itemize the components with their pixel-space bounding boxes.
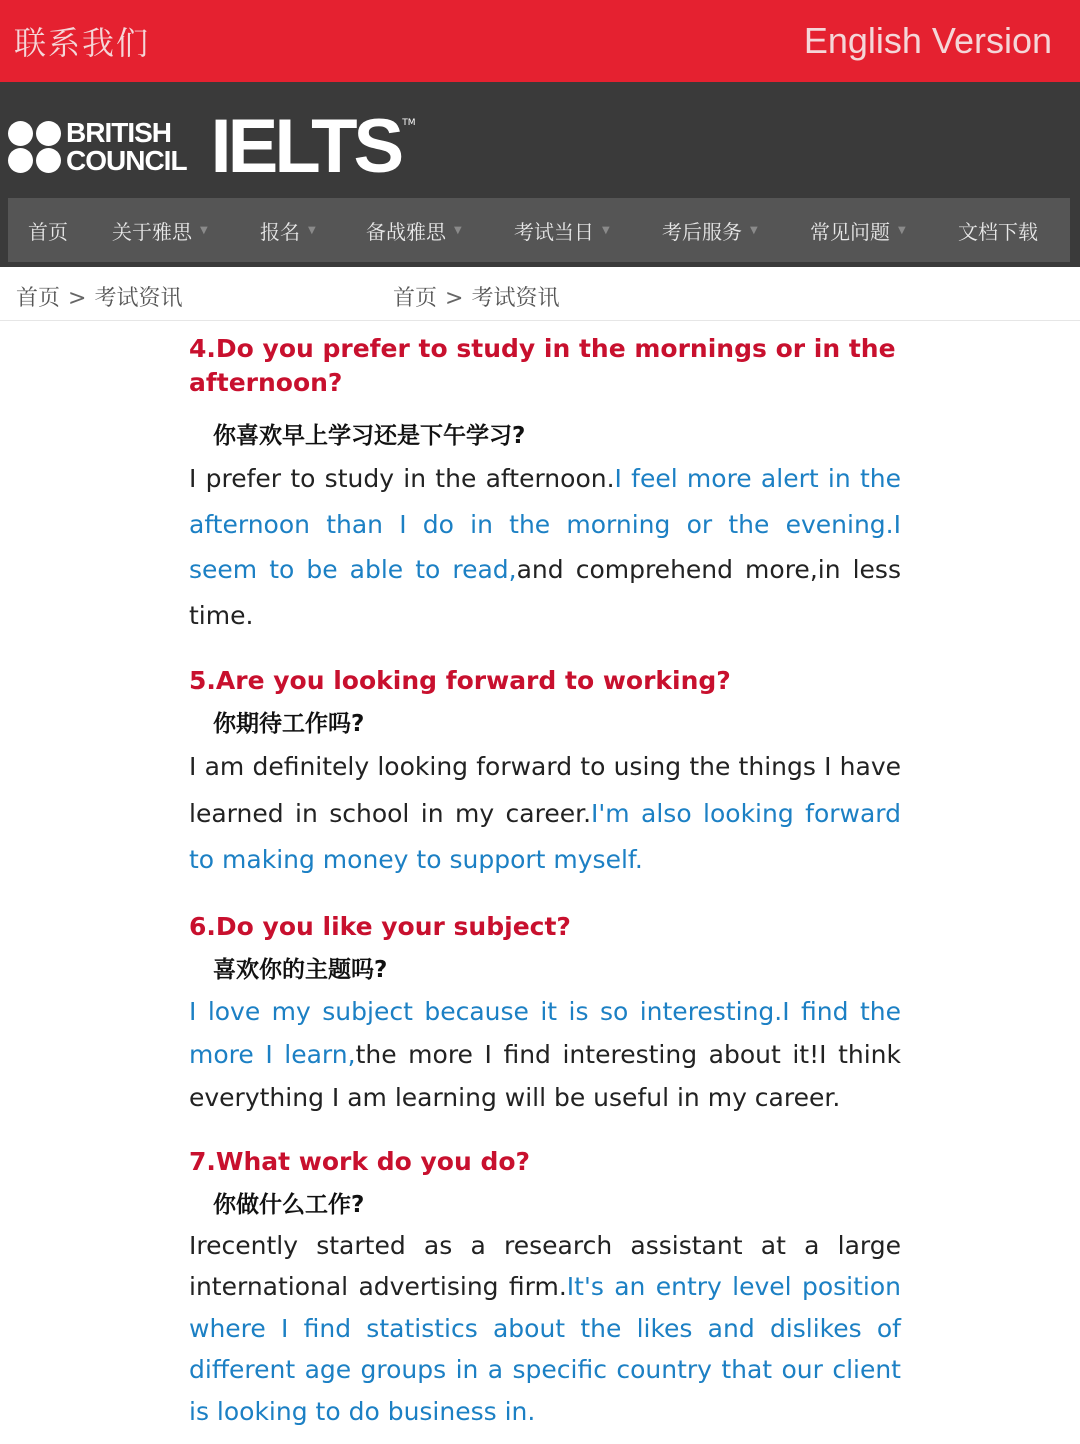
breadcrumb-separator: > bbox=[68, 286, 87, 311]
top-bar bbox=[0, 0, 1080, 82]
question-heading: 5.Are you looking forward to working? bbox=[189, 666, 731, 695]
chevron-down-icon: ▼ bbox=[200, 224, 208, 236]
answer-paragraph: Irecently started as a research assistant at a large international advertising firm.It's an entry level position where I find statistics about the likes and dislikes of different age groups in a specific country that our client is looking to do business in. bbox=[189, 1230, 901, 1426]
question-translation: 你期待工作吗? bbox=[213, 711, 365, 737]
nav-item-home[interactable]: 首页 bbox=[28, 219, 68, 244]
nav-item-test-day[interactable]: 考试当日 ▼ bbox=[514, 219, 610, 244]
breadcrumb-current[interactable]: 考试资讯 bbox=[471, 286, 560, 311]
main-nav bbox=[8, 198, 1070, 262]
breadcrumb-home-link[interactable]: 首页 bbox=[16, 286, 61, 311]
nav-item-downloads[interactable]: 文档下载 bbox=[958, 219, 1038, 244]
breadcrumb-bar bbox=[0, 267, 1080, 321]
nav-item-about-ielts[interactable]: 关于雅思 ▼ bbox=[112, 219, 208, 244]
breadcrumb-current[interactable]: 考试资讯 bbox=[94, 286, 183, 311]
answer-paragraph: I prefer to study in the afternoon.I feel more alert in the afternoon than I do in the morning or the evening.I seem to be able to read,and comprehend more,in less time. bbox=[189, 464, 901, 630]
english-version-link[interactable]: English Version bbox=[803, 20, 1052, 61]
nav-item-prepare[interactable]: 备战雅思 ▼ bbox=[366, 219, 462, 244]
answer-paragraph: I am definitely looking forward to using the things I have learned in school in my career.I'm also looking forward to making money to support myself. bbox=[189, 752, 901, 874]
contact-us-link[interactable]: 联系我们 bbox=[14, 24, 151, 62]
chevron-down-icon: ▼ bbox=[898, 224, 906, 236]
trademark-mark: TM bbox=[402, 118, 416, 128]
nav-item-register[interactable]: 报名 ▼ bbox=[260, 219, 316, 244]
article-content bbox=[189, 332, 901, 1432]
nav-item-after-test[interactable]: 考后服务 ▼ bbox=[662, 219, 758, 244]
ielts-wordmark: IELTS bbox=[210, 104, 401, 189]
site-logo[interactable] bbox=[8, 104, 416, 189]
british-council-dots-icon bbox=[8, 121, 62, 173]
question-heading: 7.What work do you do? bbox=[189, 1146, 531, 1176]
breadcrumb-home-link[interactable]: 首页 bbox=[393, 286, 438, 311]
breadcrumb-duplicate bbox=[393, 281, 559, 312]
breadcrumb bbox=[16, 281, 182, 312]
site-header bbox=[0, 82, 1080, 267]
breadcrumb-separator: > bbox=[445, 286, 464, 311]
question-heading: 6.Do you like your subject? bbox=[189, 911, 571, 941]
question-translation: 喜欢你的主题吗? bbox=[213, 956, 388, 983]
british-council-wordmark: BRITISH COUNCIL bbox=[66, 117, 187, 176]
nav-item-faq[interactable]: 常见问题 ▼ bbox=[810, 219, 906, 244]
chevron-down-icon: ▼ bbox=[750, 224, 758, 236]
question-translation: 你做什么工作? bbox=[213, 1191, 365, 1218]
chevron-down-icon: ▼ bbox=[454, 224, 462, 236]
chevron-down-icon: ▼ bbox=[308, 224, 316, 236]
answer-paragraph: I love my subject because it is so interesting.I find the more I learn,the more I find interesting about it!I think everything I am learning will be useful in my career. bbox=[189, 996, 901, 1112]
chevron-down-icon: ▼ bbox=[602, 224, 610, 236]
question-translation: 你喜欢早上学习还是下午学习? bbox=[213, 423, 526, 449]
question-heading: 4.Do you prefer to study in the mornings or in the afternoon? bbox=[189, 334, 896, 397]
